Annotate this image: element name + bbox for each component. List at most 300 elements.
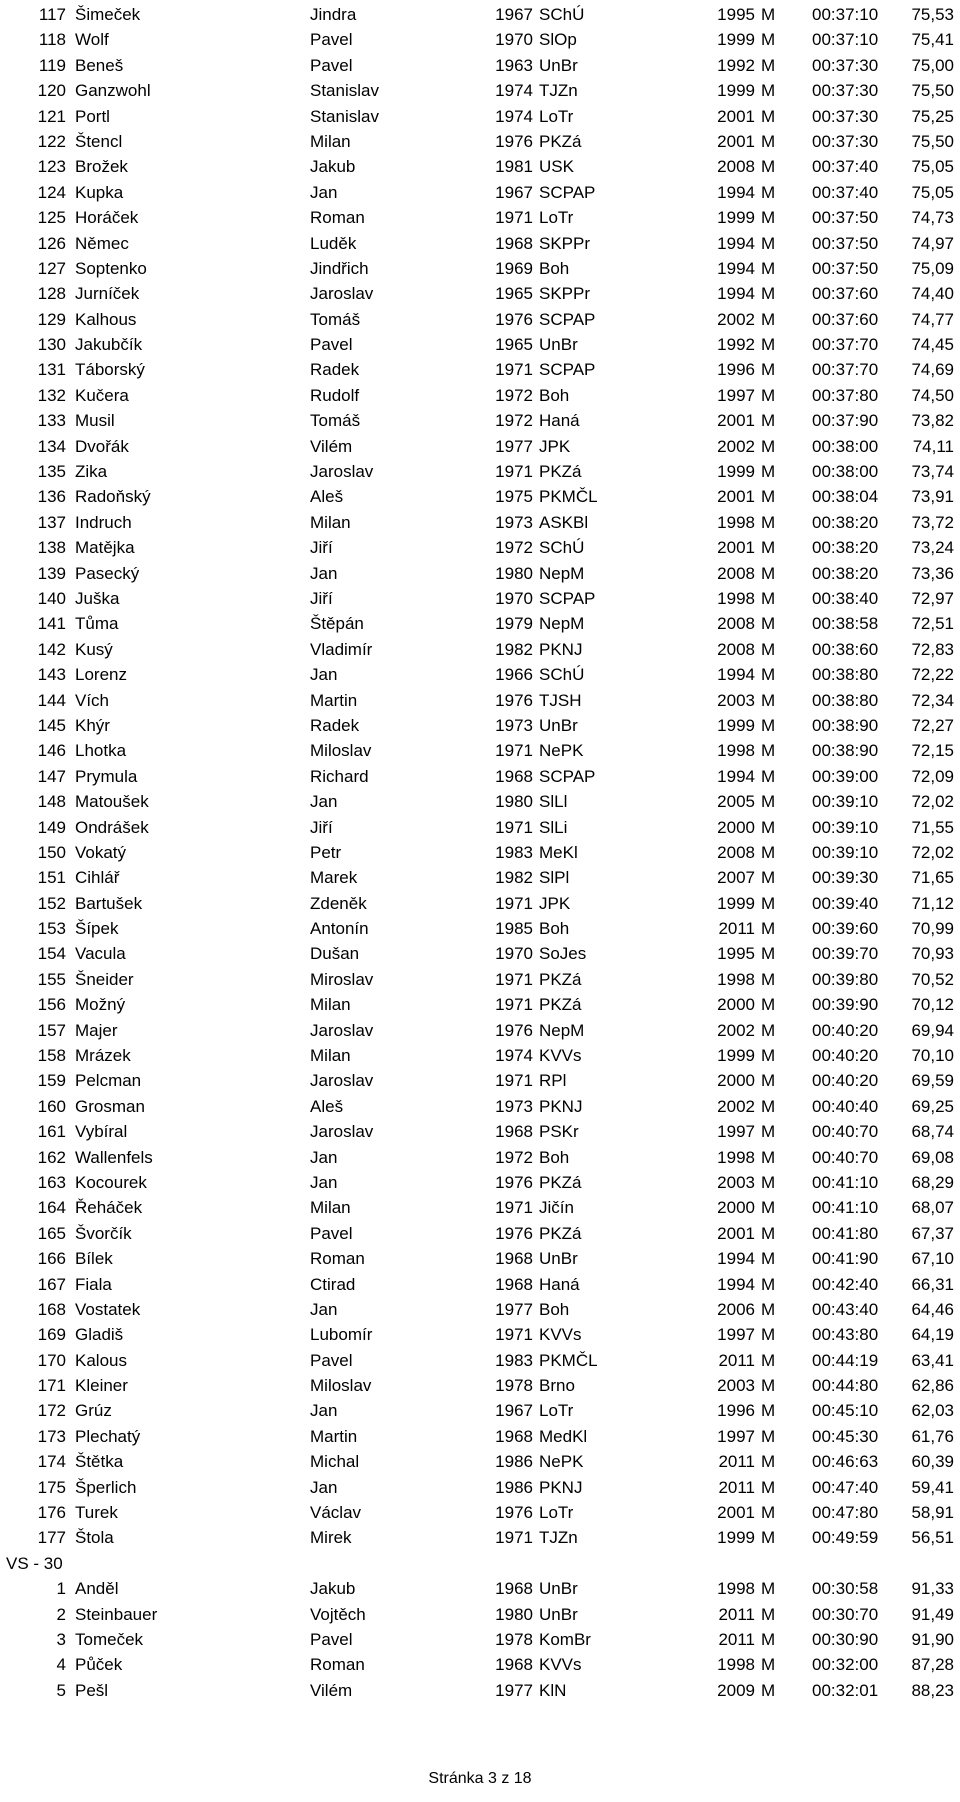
sex-cell: M (761, 893, 776, 913)
surname-cell: Turek (75, 1503, 118, 1523)
surname-cell: Možný (75, 995, 126, 1015)
points-cell: 75,53 (911, 5, 954, 24)
time-cell: 00:38:20 (812, 563, 879, 583)
surname-cell: Juška (75, 588, 120, 608)
time-cell: 00:40:20 (812, 1071, 879, 1091)
sex-cell: M (761, 1249, 776, 1269)
points-cell: 67,10 (911, 1249, 954, 1269)
regyear-cell: 2002 (717, 1020, 755, 1040)
regyear-cell: 2001 (717, 1223, 755, 1243)
sex-cell: M (761, 588, 776, 608)
firstname-cell: Štěpán (310, 614, 364, 634)
surname-cell: Štětka (75, 1452, 124, 1472)
regyear-cell: 1995 (717, 5, 755, 24)
regyear-cell: 2008 (717, 157, 755, 177)
points-cell: 75,00 (911, 55, 954, 75)
table-row (0, 434, 960, 459)
firstname-cell: Luděk (310, 233, 357, 253)
surname-cell: Bartušek (75, 893, 143, 913)
surname-cell: Kalous (75, 1350, 127, 1370)
year-cell: 1983 (495, 1350, 533, 1370)
club-cell: NePK (539, 1452, 584, 1472)
time-cell: 00:44:80 (812, 1376, 879, 1396)
results-table (0, 2, 960, 1703)
sex-cell: M (761, 1477, 776, 1497)
surname-cell: Jurníček (75, 284, 140, 304)
table-row (0, 865, 960, 890)
time-cell: 00:38:00 (812, 436, 879, 456)
points-cell: 72,22 (911, 665, 954, 685)
sex-cell: M (761, 1071, 776, 1091)
club-cell: SCPAP (539, 588, 596, 608)
time-cell: 00:32:01 (812, 1680, 879, 1700)
time-cell: 00:39:80 (812, 969, 879, 989)
regyear-cell: 1997 (717, 1122, 755, 1142)
table-row (0, 2, 960, 27)
firstname-cell: Tomáš (310, 309, 361, 329)
sex-cell: M (761, 1528, 776, 1548)
table-row (0, 129, 960, 154)
club-cell: SCPAP (539, 766, 596, 786)
table-row (0, 1678, 960, 1703)
club-cell: Haná (539, 411, 580, 431)
regyear-cell: 2011 (718, 1452, 755, 1472)
regyear-cell: 1997 (717, 385, 755, 405)
points-cell: 71,12 (911, 893, 954, 913)
club-cell: KVVs (539, 1655, 582, 1675)
time-cell: 00:38:00 (812, 462, 879, 482)
rank-cell: 145 (37, 715, 66, 735)
firstname-cell: Milan (310, 131, 351, 151)
surname-cell: Anděl (75, 1579, 119, 1599)
regyear-cell: 1999 (717, 30, 755, 50)
points-cell: 74,69 (911, 360, 954, 380)
year-cell: 1971 (495, 462, 533, 482)
points-cell: 73,82 (911, 411, 954, 431)
sex-cell: M (761, 792, 776, 812)
table-row (0, 281, 960, 306)
year-cell: 1971 (495, 995, 533, 1015)
year-cell: 1977 (495, 436, 533, 456)
regyear-cell: 1999 (717, 893, 755, 913)
table-row (0, 662, 960, 687)
club-cell: TJSH (539, 690, 582, 710)
rank-cell: 136 (37, 487, 66, 507)
year-cell: 1976 (495, 131, 533, 151)
rank-cell: 156 (37, 995, 66, 1015)
sex-cell: M (761, 1325, 776, 1345)
time-cell: 00:38:20 (812, 512, 879, 532)
table-row (0, 1500, 960, 1525)
regyear-cell: 1994 (717, 1249, 755, 1269)
sex-cell: M (761, 1579, 776, 1599)
table-row (0, 1525, 960, 1550)
surname-cell: Prymula (75, 766, 138, 786)
year-cell: 1965 (495, 284, 533, 304)
time-cell: 00:43:80 (812, 1325, 879, 1345)
club-cell: UnBr (539, 1604, 578, 1624)
firstname-cell: Jindra (310, 5, 357, 24)
firstname-cell: Milan (310, 1198, 351, 1218)
page-number: Stránka 3 z 18 (428, 1770, 532, 1787)
year-cell: 1972 (495, 1147, 533, 1167)
firstname-cell: Jan (310, 1172, 338, 1192)
regyear-cell: 2000 (717, 817, 755, 837)
year-cell: 1986 (495, 1452, 533, 1472)
surname-cell: Pešl (75, 1680, 109, 1700)
year-cell: 1971 (495, 817, 533, 837)
points-cell: 58,91 (911, 1503, 954, 1523)
sex-cell: M (761, 335, 776, 355)
rank-cell: 131 (37, 360, 66, 380)
firstname-cell: Zdeněk (310, 893, 367, 913)
table-row (0, 1068, 960, 1093)
surname-cell: Šípek (75, 919, 119, 939)
rank-cell: 153 (37, 919, 66, 939)
year-cell: 1968 (495, 1655, 533, 1675)
regyear-cell: 2006 (717, 1299, 755, 1319)
regyear-cell: 1996 (717, 1401, 755, 1421)
rank-cell: 128 (37, 284, 66, 304)
rank-cell: 170 (37, 1350, 66, 1370)
surname-cell: Dvořák (75, 436, 129, 456)
firstname-cell: Jan (310, 1401, 338, 1421)
sex-cell: M (761, 1680, 776, 1700)
table-row (0, 408, 960, 433)
points-cell: 73,91 (911, 487, 954, 507)
time-cell: 00:47:40 (812, 1477, 879, 1497)
surname-cell: Steinbauer (75, 1604, 158, 1624)
rank-cell: 144 (37, 690, 66, 710)
sex-cell: M (761, 842, 776, 862)
time-cell: 00:37:10 (812, 5, 879, 24)
club-cell: SCPAP (539, 182, 596, 202)
club-cell: KVVs (539, 1046, 582, 1066)
surname-cell: Indruch (75, 512, 132, 532)
club-cell: Boh (539, 258, 570, 278)
points-cell: 62,86 (911, 1376, 954, 1396)
year-cell: 1978 (495, 1630, 533, 1649)
regyear-cell: 1992 (717, 55, 755, 75)
firstname-cell: Jan (310, 665, 338, 685)
firstname-cell: Roman (310, 1655, 365, 1675)
club-cell: UnBr (539, 55, 578, 75)
year-cell: 1977 (495, 1680, 533, 1700)
surname-cell: Šneider (75, 969, 134, 989)
table-row (0, 357, 960, 382)
regyear-cell: 2003 (717, 690, 755, 710)
points-cell: 72,09 (911, 766, 954, 786)
table-row (0, 1272, 960, 1297)
firstname-cell: Stanislav (310, 106, 379, 126)
year-cell: 1974 (495, 1046, 533, 1066)
time-cell: 00:37:30 (812, 55, 879, 75)
sex-cell: M (761, 639, 776, 659)
firstname-cell: Miloslav (310, 741, 372, 761)
table-row (0, 611, 960, 636)
firstname-cell: Martin (310, 690, 358, 710)
surname-cell: Němec (75, 233, 129, 253)
points-cell: 64,46 (911, 1299, 954, 1319)
points-cell: 72,83 (911, 639, 954, 659)
rank-cell: 162 (37, 1147, 66, 1167)
table-row (0, 561, 960, 586)
regyear-cell: 1994 (717, 665, 755, 685)
firstname-cell: Jiří (310, 817, 333, 837)
sex-cell: M (761, 1350, 776, 1370)
sex-cell: M (761, 1046, 776, 1066)
rank-cell: 117 (38, 5, 66, 24)
time-cell: 00:39:90 (812, 995, 879, 1015)
points-cell: 67,37 (911, 1223, 954, 1243)
firstname-cell: Mirek (310, 1528, 352, 1548)
points-cell: 88,23 (911, 1680, 954, 1700)
club-cell: LoTr (539, 1503, 574, 1523)
surname-cell: Štola (75, 1528, 114, 1548)
surname-cell: Horáček (75, 208, 139, 228)
rank-cell: 134 (37, 436, 66, 456)
rank-cell: 132 (37, 385, 66, 405)
rank-cell: 5 (56, 1680, 66, 1700)
points-cell: 87,28 (911, 1655, 954, 1675)
regyear-cell: 2003 (717, 1172, 755, 1192)
table-row (0, 154, 960, 179)
sex-cell: M (761, 1147, 776, 1167)
sex-cell: M (761, 1299, 776, 1319)
regyear-cell: 1999 (717, 715, 755, 735)
sex-cell: M (761, 1223, 776, 1243)
year-cell: 1971 (495, 741, 533, 761)
firstname-cell: Lubomír (310, 1325, 373, 1345)
time-cell: 00:39:70 (812, 944, 879, 964)
firstname-cell: Jan (310, 1477, 338, 1497)
firstname-cell: Milan (310, 995, 351, 1015)
points-cell: 69,94 (911, 1020, 954, 1040)
firstname-cell: Jaroslav (310, 1071, 374, 1091)
club-cell: RPl (539, 1071, 567, 1091)
firstname-cell: Pavel (310, 30, 353, 50)
regyear-cell: 1999 (717, 81, 755, 101)
club-cell: LoTr (539, 208, 574, 228)
surname-cell: Šperlich (75, 1477, 137, 1497)
table-row (0, 1576, 960, 1601)
rank-cell: 166 (37, 1249, 66, 1269)
sex-cell: M (761, 462, 776, 482)
year-cell: 1971 (495, 1198, 533, 1218)
rank-cell: 152 (37, 893, 66, 913)
firstname-cell: Jan (310, 182, 338, 202)
club-cell: Boh (539, 919, 570, 939)
club-cell: USK (539, 157, 574, 177)
time-cell: 00:30:90 (812, 1630, 879, 1649)
sex-cell: M (761, 1198, 776, 1218)
club-cell: PKMČL (539, 1350, 598, 1370)
table-row (0, 484, 960, 509)
regyear-cell: 2001 (717, 106, 755, 126)
points-cell: 72,15 (911, 741, 954, 761)
regyear-cell: 1995 (717, 944, 755, 964)
club-cell: UnBr (539, 1579, 578, 1599)
regyear-cell: 1999 (717, 208, 755, 228)
rank-cell: 126 (37, 233, 66, 253)
firstname-cell: Pavel (310, 1223, 353, 1243)
points-cell: 61,76 (911, 1426, 954, 1446)
regyear-cell: 2011 (718, 919, 755, 939)
table-row (0, 332, 960, 357)
time-cell: 00:37:50 (812, 233, 879, 253)
year-cell: 1968 (495, 1274, 533, 1294)
year-cell: 1968 (495, 1579, 533, 1599)
club-cell: KVVs (539, 1325, 582, 1345)
table-row (0, 688, 960, 713)
time-cell: 00:32:00 (812, 1655, 879, 1675)
table-row (0, 1018, 960, 1043)
club-cell: SChÚ (539, 538, 585, 558)
sex-cell: M (761, 1274, 776, 1294)
surname-cell: Vostatek (75, 1299, 141, 1319)
time-cell: 00:38:80 (812, 690, 879, 710)
firstname-cell: Aleš (310, 1096, 344, 1116)
table-row (0, 1119, 960, 1144)
club-cell: MedKl (539, 1426, 588, 1446)
time-cell: 00:41:90 (812, 1249, 879, 1269)
year-cell: 1971 (495, 208, 533, 228)
points-cell: 70,52 (911, 969, 954, 989)
firstname-cell: Václav (310, 1503, 362, 1523)
rank-cell: 175 (37, 1477, 66, 1497)
year-cell: 1985 (495, 919, 533, 939)
table-row (0, 1297, 960, 1322)
sex-cell: M (761, 741, 776, 761)
regyear-cell: 2011 (718, 1350, 755, 1370)
year-cell: 1965 (495, 335, 533, 355)
club-cell: Jičín (539, 1198, 574, 1218)
rank-cell: 142 (37, 639, 66, 659)
firstname-cell: Martin (310, 1426, 358, 1446)
club-cell: PKNJ (539, 1477, 583, 1497)
surname-cell: Cihlář (75, 868, 120, 888)
club-cell: NePK (539, 741, 584, 761)
points-cell: 56,51 (911, 1528, 954, 1548)
regyear-cell: 1992 (717, 335, 755, 355)
surname-cell: Vokatý (75, 842, 127, 862)
firstname-cell: Vilém (310, 1680, 353, 1700)
year-cell: 1980 (495, 792, 533, 812)
regyear-cell: 2003 (717, 1376, 755, 1396)
table-row (0, 1627, 960, 1652)
sex-cell: M (761, 208, 776, 228)
year-cell: 1986 (495, 1477, 533, 1497)
time-cell: 00:30:70 (812, 1604, 879, 1624)
year-cell: 1967 (495, 5, 533, 24)
points-cell: 73,24 (911, 538, 954, 558)
surname-cell: Táborský (75, 360, 145, 380)
surname-cell: Radoňský (75, 487, 151, 507)
club-cell: PKZá (539, 131, 582, 151)
firstname-cell: Ctirad (310, 1274, 356, 1294)
year-cell: 1968 (495, 1426, 533, 1446)
rank-cell: 163 (37, 1172, 66, 1192)
table-row (0, 815, 960, 840)
regyear-cell: 1998 (717, 512, 755, 532)
points-cell: 74,97 (911, 233, 954, 253)
firstname-cell: Jakub (310, 157, 356, 177)
sex-cell: M (761, 868, 776, 888)
year-cell: 1976 (495, 1020, 533, 1040)
year-cell: 1971 (495, 1528, 533, 1548)
time-cell: 00:38:40 (812, 588, 879, 608)
regyear-cell: 1994 (717, 1274, 755, 1294)
table-row (0, 1398, 960, 1423)
table-row (0, 78, 960, 103)
firstname-cell: Jaroslav (310, 284, 374, 304)
club-cell: JPK (539, 893, 571, 913)
year-cell: 1976 (495, 309, 533, 329)
year-cell: 1973 (495, 715, 533, 735)
time-cell: 00:37:50 (812, 258, 879, 278)
year-cell: 1972 (495, 538, 533, 558)
year-cell: 1972 (495, 385, 533, 405)
year-cell: 1974 (495, 106, 533, 126)
club-cell: LoTr (539, 1401, 574, 1421)
club-cell: PKZá (539, 1223, 582, 1243)
year-cell: 1970 (495, 944, 533, 964)
time-cell: 00:44:19 (812, 1350, 879, 1370)
sex-cell: M (761, 690, 776, 710)
points-cell: 75,05 (911, 157, 954, 177)
time-cell: 00:37:50 (812, 208, 879, 228)
sex-cell: M (761, 30, 776, 50)
regyear-cell: 2008 (717, 639, 755, 659)
regyear-cell: 2002 (717, 309, 755, 329)
firstname-cell: Antonín (310, 919, 369, 939)
table-row (0, 637, 960, 662)
table-row (0, 510, 960, 535)
time-cell: 00:40:20 (812, 1046, 879, 1066)
regyear-cell: 1998 (717, 1655, 755, 1675)
club-cell: MeKl (539, 842, 578, 862)
table-row (0, 1424, 960, 1449)
time-cell: 00:40:70 (812, 1147, 879, 1167)
table-row (0, 992, 960, 1017)
club-cell: JPK (539, 436, 571, 456)
time-cell: 00:39:10 (812, 792, 879, 812)
surname-cell: Vacula (75, 944, 126, 964)
firstname-cell: Milan (310, 1046, 351, 1066)
table-row (0, 1170, 960, 1195)
club-cell: UnBr (539, 715, 578, 735)
club-cell: SlLi (539, 817, 568, 837)
time-cell: 00:37:30 (812, 81, 879, 101)
year-cell: 1973 (495, 1096, 533, 1116)
surname-cell: Grosman (75, 1096, 145, 1116)
year-cell: 1977 (495, 1299, 533, 1319)
table-row (0, 1145, 960, 1170)
surname-cell: Portl (75, 106, 110, 126)
year-cell: 1973 (495, 512, 533, 532)
sex-cell: M (761, 182, 776, 202)
rank-cell: 169 (37, 1325, 66, 1345)
points-cell: 75,50 (911, 131, 954, 151)
points-cell: 66,31 (911, 1274, 954, 1294)
points-cell: 69,59 (911, 1071, 954, 1091)
rank-cell: 124 (37, 182, 66, 202)
table-row (0, 891, 960, 916)
rank-cell: 147 (37, 766, 66, 786)
time-cell: 00:37:60 (812, 309, 879, 329)
points-cell: 70,10 (911, 1046, 954, 1066)
sex-cell: M (761, 538, 776, 558)
